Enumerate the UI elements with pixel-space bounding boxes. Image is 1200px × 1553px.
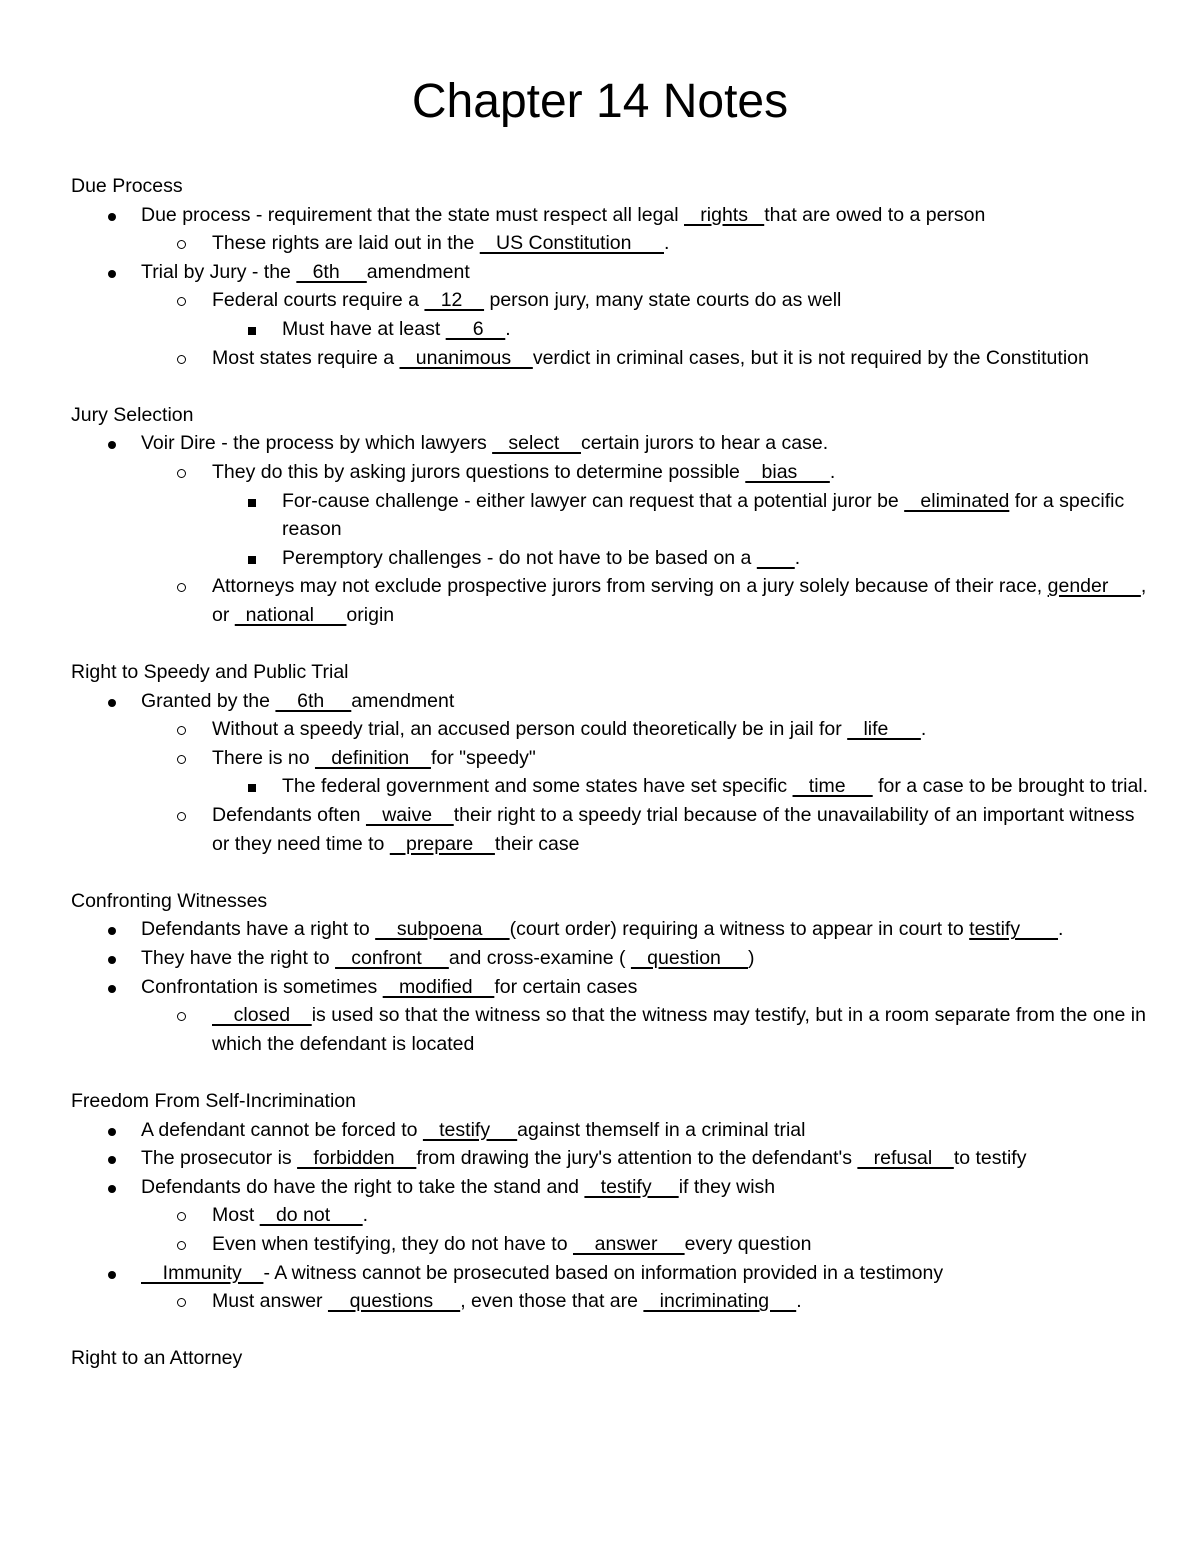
list-item bbox=[71, 429, 1151, 458]
notes-body bbox=[71, 172, 1151, 1373]
item-text-segment: For-cause challenge - either lawyer can request that a potential juror be bbox=[282, 489, 905, 512]
page-title: Chapter 14 Notes bbox=[411, 75, 789, 128]
fill-in-answer: bias bbox=[745, 460, 830, 483]
list-item bbox=[71, 1230, 1151, 1259]
fill-in-answer: modified bbox=[382, 975, 495, 998]
section-heading: Confronting Witnesses bbox=[71, 889, 268, 912]
item-text-segment: Due process - requirement that the state must respect all legal bbox=[141, 203, 685, 226]
list-item bbox=[71, 1116, 1151, 1145]
item-text-segment: Peremptory challenges - do not have to be based on a bbox=[282, 546, 757, 569]
item-text-segment: (court order) requiring a witness to appear in court to bbox=[509, 918, 970, 941]
item-text-segment: to testify bbox=[953, 1147, 1027, 1170]
list-item bbox=[71, 258, 1151, 287]
list-item bbox=[71, 544, 1151, 573]
list-item-text bbox=[141, 432, 828, 454]
hollow-bullet-icon bbox=[177, 744, 186, 773]
list-item bbox=[71, 344, 1151, 373]
list-item-text bbox=[212, 1204, 368, 1226]
item-text-segment: for a specific reason bbox=[282, 489, 1125, 541]
fill-in-answer: 6 bbox=[445, 317, 506, 340]
item-text-segment: . bbox=[505, 317, 511, 340]
fill-in-answer: refusal bbox=[857, 1147, 954, 1170]
fill-in-answer: forbidden bbox=[297, 1147, 417, 1170]
list-item-text bbox=[141, 1262, 943, 1284]
item-text-segment: their case bbox=[494, 832, 580, 855]
fill-in-answer: question bbox=[630, 947, 748, 970]
item-text-segment: their right to a speedy trial because of the unavailability of an important witness or they need time to bbox=[212, 804, 1135, 855]
item-text-segment: and cross-examine ( bbox=[448, 947, 631, 970]
list-item bbox=[71, 1173, 1151, 1202]
item-text-segment: Confrontation is sometimes bbox=[141, 975, 383, 998]
list-item-text bbox=[212, 804, 1134, 855]
fill-in-answer: US Constitution bbox=[479, 232, 664, 255]
notes-section bbox=[71, 1087, 1151, 1316]
hollow-bullet-icon bbox=[177, 229, 186, 258]
list-item bbox=[71, 744, 1151, 773]
fill-in-answer: life bbox=[847, 718, 921, 741]
filled-bullet-icon bbox=[108, 1144, 116, 1173]
hollow-bullet-icon bbox=[177, 715, 186, 744]
list-item-text bbox=[212, 1233, 811, 1255]
fill-in-answer: do not bbox=[259, 1204, 363, 1227]
fill-in-answer: unanimous bbox=[399, 346, 533, 369]
list-item bbox=[71, 715, 1151, 744]
item-text-segment: Must answer bbox=[212, 1290, 328, 1313]
list-item bbox=[71, 201, 1151, 230]
fill-in-answer: testify bbox=[584, 1175, 679, 1198]
fill-in-answer: select bbox=[492, 432, 581, 455]
list-item bbox=[71, 944, 1151, 973]
list-item bbox=[71, 487, 1151, 544]
item-text-segment: is used so that the witness so that the witness may testify, but in a room separate from the one in which the defendant is located bbox=[212, 1004, 1146, 1055]
list-item bbox=[71, 801, 1151, 858]
item-text-segment: amendment bbox=[366, 260, 470, 283]
item-text-segment: They have the right to bbox=[141, 947, 336, 970]
list-item-text bbox=[282, 318, 511, 340]
list-item-text bbox=[212, 1290, 802, 1312]
item-text-segment: . bbox=[664, 232, 670, 255]
fill-in-answer bbox=[757, 547, 795, 569]
square-bullet-icon bbox=[248, 487, 256, 516]
item-text-segment: Most bbox=[212, 1204, 260, 1227]
item-text-segment: against themself in a criminal trial bbox=[517, 1118, 806, 1141]
item-text-segment: if they wish bbox=[678, 1175, 776, 1198]
square-bullet-icon bbox=[248, 544, 256, 573]
list-item-text bbox=[212, 347, 1089, 369]
fill-in-answer: testify bbox=[969, 918, 1059, 941]
list-item-text bbox=[141, 947, 755, 969]
item-text-segment: There is no bbox=[212, 746, 315, 769]
fill-in-answer: 6th bbox=[275, 689, 352, 712]
filled-bullet-icon bbox=[108, 687, 116, 716]
hollow-bullet-icon bbox=[177, 1201, 186, 1230]
item-text-segment: - A witness cannot be prosecuted based on information provided in a testimony bbox=[263, 1261, 944, 1284]
item-text-segment: that are owed to a person bbox=[764, 203, 986, 226]
fill-in-answer: eliminated bbox=[904, 489, 1010, 512]
hollow-bullet-icon bbox=[177, 1230, 186, 1259]
list-item bbox=[71, 1201, 1151, 1230]
square-bullet-icon bbox=[248, 315, 256, 344]
filled-bullet-icon bbox=[108, 429, 116, 458]
fill-in-answer: questions bbox=[327, 1290, 461, 1313]
list-item bbox=[71, 572, 1151, 629]
list-item bbox=[71, 286, 1151, 315]
hollow-bullet-icon bbox=[177, 801, 186, 830]
list-item-text bbox=[141, 1119, 805, 1141]
item-text-segment: , or bbox=[212, 575, 1147, 626]
section-heading: Right to an Attorney bbox=[71, 1347, 243, 1370]
list-item-text bbox=[282, 547, 800, 569]
item-text-segment: amendment bbox=[351, 689, 455, 712]
list-item bbox=[71, 458, 1151, 487]
section-heading: Due Process bbox=[71, 175, 183, 197]
list-item bbox=[71, 772, 1151, 801]
fill-in-answer: definition bbox=[314, 746, 431, 769]
hollow-bullet-icon bbox=[177, 286, 186, 315]
item-text-segment: Defendants do have the right to take the stand and bbox=[141, 1175, 585, 1198]
filled-bullet-icon bbox=[108, 973, 116, 1002]
list-item-text bbox=[141, 204, 985, 226]
item-text-segment: for certain cases bbox=[494, 975, 638, 998]
item-text-segment: for "speedy" bbox=[430, 746, 536, 769]
notes-section bbox=[71, 887, 1151, 1059]
fill-in-answer: time bbox=[792, 775, 873, 798]
notes-section bbox=[71, 1344, 1151, 1373]
item-text-segment: A defendant cannot be forced to bbox=[141, 1118, 423, 1141]
item-text-segment: Voir Dire - the process by which lawyers bbox=[141, 432, 493, 455]
list-item-text bbox=[212, 232, 669, 254]
hollow-bullet-icon bbox=[177, 572, 186, 601]
list-item bbox=[71, 1287, 1151, 1316]
item-text-segment: Must have at least bbox=[282, 317, 446, 340]
item-text-segment: . bbox=[920, 718, 927, 741]
filled-bullet-icon bbox=[108, 1116, 116, 1145]
item-text-segment: origin bbox=[346, 603, 395, 626]
filled-bullet-icon bbox=[108, 258, 116, 287]
item-text-segment: Trial by Jury - the bbox=[141, 260, 297, 283]
list-item-text bbox=[212, 461, 835, 483]
list-item bbox=[71, 1259, 1151, 1288]
fill-in-answer: 12 bbox=[424, 289, 485, 312]
fill-in-answer: national bbox=[234, 603, 347, 626]
fill-in-answer: 6th bbox=[296, 260, 367, 283]
item-text-segment: person jury, many state courts do as well bbox=[484, 289, 842, 312]
hollow-bullet-icon bbox=[177, 458, 186, 487]
item-text-segment: These rights are laid out in the bbox=[212, 232, 480, 255]
item-text-segment: Without a speedy trial, an accused person could theoretically be in jail for bbox=[212, 718, 848, 741]
list-item bbox=[71, 915, 1151, 944]
item-text-segment: certain jurors to hear a case. bbox=[581, 432, 829, 455]
item-text-segment: Defendants often bbox=[212, 804, 366, 827]
notes-section bbox=[71, 658, 1151, 858]
fill-in-answer: incriminating bbox=[643, 1290, 797, 1313]
list-item-text bbox=[141, 1147, 1026, 1169]
item-text-segment: . bbox=[829, 460, 836, 483]
list-item-text bbox=[282, 775, 1148, 797]
fill-in-answer: prepare bbox=[389, 832, 495, 855]
item-text-segment: . bbox=[362, 1204, 369, 1227]
list-item bbox=[71, 1001, 1151, 1058]
list-item-text bbox=[212, 718, 926, 740]
item-text-segment: The prosecutor is bbox=[141, 1147, 298, 1170]
list-item-text bbox=[212, 289, 841, 311]
item-text-segment: Most states require a bbox=[212, 346, 400, 369]
item-text-segment: . bbox=[794, 546, 801, 569]
fill-in-answer: waive bbox=[365, 804, 454, 827]
item-text-segment: Granted by the bbox=[141, 689, 276, 712]
filled-bullet-icon bbox=[108, 1259, 116, 1288]
item-text-segment: every question bbox=[684, 1232, 812, 1255]
list-item-text bbox=[212, 575, 1146, 626]
item-text-segment: , even those that are bbox=[460, 1290, 644, 1313]
section-heading: Right to Speedy and Public Trial bbox=[71, 661, 349, 684]
fill-in-answer: gender bbox=[1047, 575, 1141, 598]
list-item bbox=[71, 229, 1151, 258]
fill-in-answer: rights bbox=[684, 203, 765, 226]
list-item-text bbox=[141, 690, 454, 712]
section-heading: Freedom From Self-Incrimination bbox=[71, 1090, 356, 1112]
list-item bbox=[71, 315, 1151, 344]
hollow-bullet-icon bbox=[177, 1287, 186, 1316]
item-text-segment: Federal courts require a bbox=[212, 289, 425, 312]
item-text-segment: . bbox=[796, 1290, 802, 1313]
list-item bbox=[71, 1144, 1151, 1173]
square-bullet-icon bbox=[248, 772, 256, 801]
filled-bullet-icon bbox=[108, 201, 116, 230]
list-item-text bbox=[282, 490, 1124, 541]
list-item-text bbox=[141, 1176, 775, 1198]
list-item bbox=[71, 973, 1151, 1002]
item-text-segment: verdict in criminal cases, but it is not required by the Constitution bbox=[532, 346, 1089, 369]
item-text-segment: The federal government and some states have set specific bbox=[282, 775, 793, 798]
section-heading: Jury Selection bbox=[71, 403, 194, 426]
item-text-segment: for a case to be brought to trial. bbox=[872, 775, 1149, 798]
fill-in-answer: closed bbox=[212, 1004, 312, 1027]
list-item-text bbox=[141, 261, 470, 283]
item-text-segment: Even when testifying, they do not have to bbox=[212, 1232, 573, 1255]
item-text-segment: ) bbox=[748, 947, 755, 970]
filled-bullet-icon bbox=[108, 915, 116, 944]
list-item bbox=[71, 687, 1151, 716]
fill-in-answer: subpoena bbox=[375, 918, 510, 941]
list-item-text bbox=[212, 1004, 1146, 1055]
item-text-segment: . bbox=[1058, 918, 1064, 941]
item-text-segment: Defendants have a right to bbox=[141, 918, 376, 941]
fill-in-answer: confront bbox=[335, 947, 449, 970]
fill-in-answer: answer bbox=[572, 1232, 685, 1255]
hollow-bullet-icon bbox=[177, 1001, 186, 1030]
item-text-segment: They do this by asking jurors questions to determine possible bbox=[212, 460, 746, 483]
list-item-text bbox=[141, 918, 1063, 940]
hollow-bullet-icon bbox=[177, 344, 186, 373]
filled-bullet-icon bbox=[108, 1173, 116, 1202]
notes-section bbox=[71, 172, 1151, 372]
item-text-segment: Attorneys may not exclude prospective jurors from serving on a jury solely because of their race, bbox=[212, 575, 1048, 598]
item-text-segment: from drawing the jury's attention to the defendant's bbox=[416, 1147, 858, 1170]
list-item-text bbox=[141, 976, 637, 998]
list-item-text bbox=[212, 747, 536, 769]
fill-in-answer: Immunity bbox=[141, 1261, 264, 1284]
filled-bullet-icon bbox=[108, 944, 116, 973]
fill-in-answer: testify bbox=[422, 1118, 518, 1141]
notes-section bbox=[71, 401, 1151, 630]
